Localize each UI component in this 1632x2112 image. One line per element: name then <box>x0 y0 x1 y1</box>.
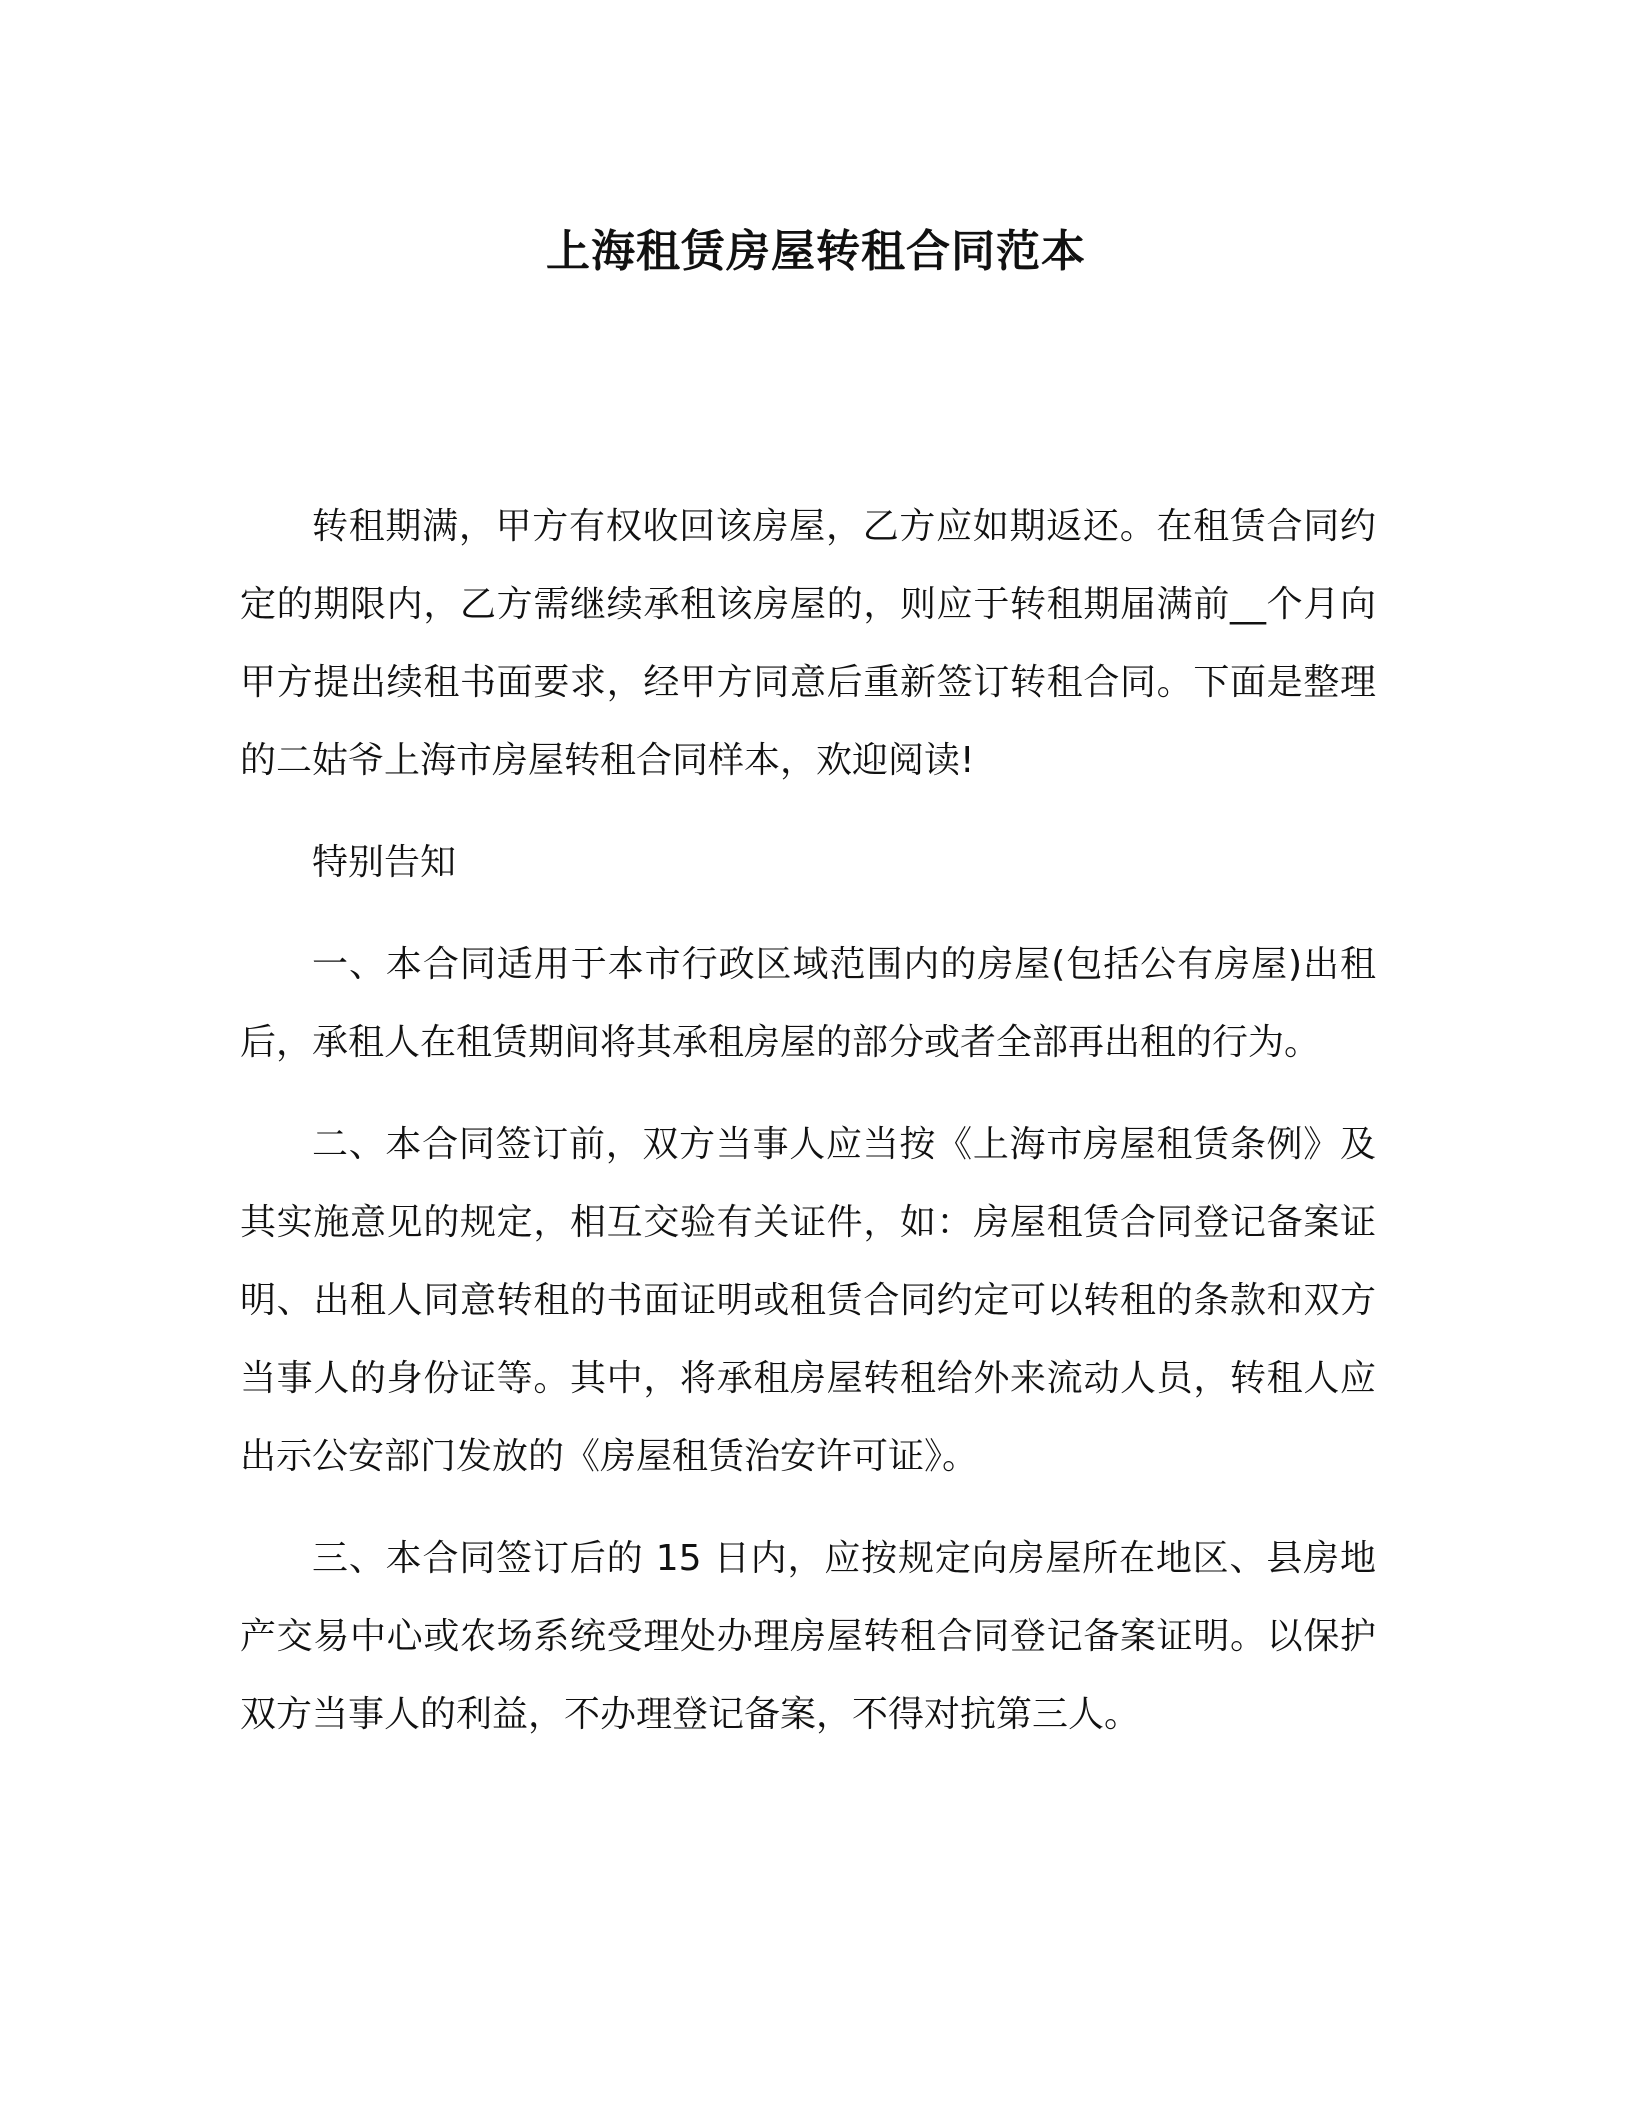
clause-one-paragraph: 一、本合同适用于本市行政区域范围内的房屋(包括公有房屋)出租后，承租人在租赁期间将其承租房屋的部分或者全部再出租的行为。 <box>240 944 1376 1063</box>
document-body <box>240 488 1376 1778</box>
document-title: 上海租赁房屋转租合同范本 <box>546 226 1086 277</box>
special-notice-heading: 特别告知 <box>312 842 457 883</box>
intro-paragraph: 转租期满，甲方有权收回该房屋，乙方应如期返还。在租赁合同约定的期限内，乙方需继续承租该房屋的，则应于转租期届满前__个月向甲方提出续租书面要求，经甲方同意后重新签订转租合同。下面是整理的二姑爷上海市房屋转租合同样本，欢迎阅读! <box>240 506 1376 781</box>
clause-three-paragraph: 三、本合同签订后的 15 日内，应按规定向房屋所在地区、县房地产交易中心或农场系统受理处办理房屋转租合同登记备案证明。以保护双方当事人的利益，不办理登记备案，不得对抗第三人。 <box>240 1538 1376 1735</box>
clause-two-paragraph: 二、本合同签订前，双方当事人应当按《上海市房屋租赁条例》及其实施意见的规定，相互交验有关证件，如：房屋租赁合同登记备案证明、出租人同意转租的书面证明或租赁合同约定可以转租的条款和双方当事人的身份证等。其中，将承租房屋转租给外来流动人员，转租人应出示公安部门发放的《房屋租赁治安许可证》。 <box>240 1124 1376 1477</box>
